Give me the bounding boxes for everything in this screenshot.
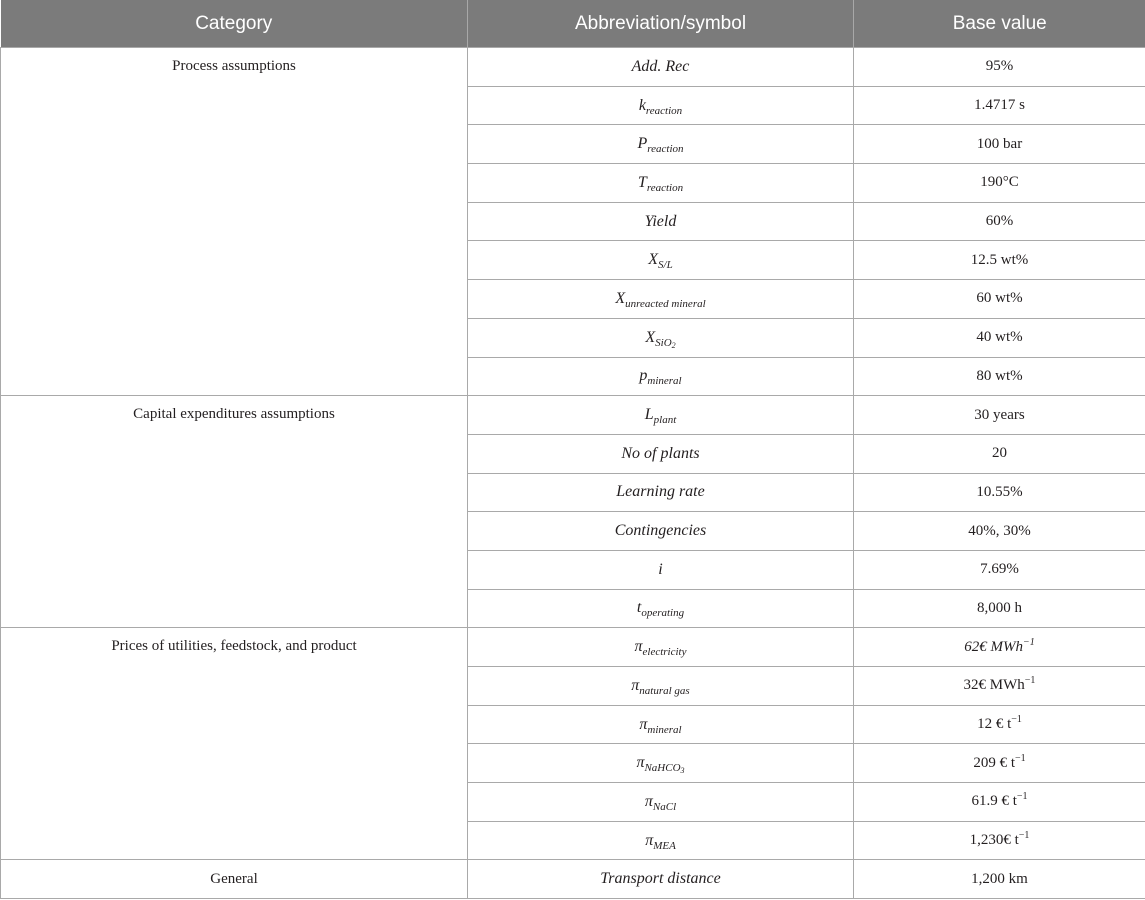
symbol-subscript: reaction xyxy=(646,181,684,194)
symbol-main: π xyxy=(644,792,653,810)
header-category: Category xyxy=(1,0,468,48)
symbol-main: i xyxy=(658,560,663,578)
table-row xyxy=(1,396,1145,435)
symbol-cell xyxy=(468,744,854,783)
symbol-cell xyxy=(468,48,854,87)
symbol-cell xyxy=(468,512,854,551)
symbol-main: X xyxy=(645,328,656,346)
value-cell xyxy=(854,705,1145,744)
symbol-main: Add. Rec xyxy=(631,57,690,75)
value-superscript: −1 xyxy=(1024,675,1036,687)
value-cell: 7.69% xyxy=(854,550,1145,589)
value-superscript: −1 xyxy=(1018,830,1030,842)
category-process: Process assumptions xyxy=(1,48,468,396)
category-capex: Capital expenditures assumptions xyxy=(1,396,468,628)
symbol-main: π xyxy=(631,676,640,694)
value-cell: 1.4717 s xyxy=(854,86,1145,125)
symbol-cell xyxy=(468,821,854,860)
value-cell: 12.5 wt% xyxy=(854,241,1145,280)
symbol-cell xyxy=(468,667,854,706)
value-cell xyxy=(854,821,1145,860)
value-cell: 60% xyxy=(854,202,1145,241)
symbol-cell xyxy=(468,434,854,473)
value-cell xyxy=(854,783,1145,822)
value-text: 1,230€ t xyxy=(969,832,1019,849)
symbol-main: L xyxy=(644,406,654,424)
symbol-main: No of plants xyxy=(621,444,700,462)
value-superscript: −1 xyxy=(1015,752,1026,764)
value-cell xyxy=(854,744,1145,783)
symbol-cell xyxy=(468,550,854,589)
symbol-subscript: plant xyxy=(653,414,677,427)
header-symbol: Abbreviation/symbol xyxy=(468,0,854,48)
symbol-cell xyxy=(468,164,854,203)
value-text: 32€ MWh xyxy=(963,677,1025,694)
symbol-subscript: mineral xyxy=(647,723,682,736)
symbol-main: X xyxy=(615,289,626,307)
value-cell: 190°C xyxy=(854,164,1145,203)
symbol-main: Learning rate xyxy=(616,483,705,501)
category-general: General xyxy=(1,860,468,899)
category-prices: Prices of utilities, feedstock, and product xyxy=(1,628,468,860)
symbol-cell xyxy=(468,202,854,241)
value-text: 62€ MWh xyxy=(964,638,1023,655)
symbol-subscript: operating xyxy=(641,607,685,620)
value-cell: 8,000 h xyxy=(854,589,1145,628)
symbol-cell xyxy=(468,589,854,628)
symbol-cell xyxy=(468,705,854,744)
value-text: 12 € t xyxy=(977,716,1012,733)
symbol-subscript: MEA xyxy=(653,839,676,852)
symbol-main: π xyxy=(645,831,654,849)
value-cell: 1,200 km xyxy=(854,860,1145,899)
symbol-main: k xyxy=(638,96,646,114)
symbol-subscript: natural gas xyxy=(639,684,690,697)
symbol-subscript: reaction xyxy=(645,104,683,117)
symbol-cell xyxy=(468,86,854,125)
value-cell xyxy=(854,667,1145,706)
symbol-main: T xyxy=(637,173,647,191)
value-cell: 20 xyxy=(854,434,1145,473)
value-cell: 80 wt% xyxy=(854,357,1145,396)
symbol-sub-subscript: 3 xyxy=(680,766,685,776)
symbol-cell xyxy=(468,318,854,357)
symbol-subscript: mineral xyxy=(647,375,682,388)
value-cell: 40%, 30% xyxy=(854,512,1145,551)
value-cell: 100 bar xyxy=(854,125,1145,164)
symbol-sub-subscript: 2 xyxy=(671,340,676,350)
symbol-cell xyxy=(468,241,854,280)
table-row xyxy=(1,48,1145,87)
value-cell xyxy=(854,628,1145,667)
value-cell: 95% xyxy=(854,48,1145,87)
value-text: 61.9 € t xyxy=(971,793,1017,810)
value-cell: 40 wt% xyxy=(854,318,1145,357)
symbol-cell xyxy=(468,473,854,512)
value-cell: 10.55% xyxy=(854,473,1145,512)
table-header-row xyxy=(1,0,1145,48)
value-cell: 30 years xyxy=(854,396,1145,435)
symbol-cell xyxy=(468,628,854,667)
symbol-subscript: SiO xyxy=(655,336,672,349)
symbol-main: Contingencies xyxy=(614,522,707,540)
value-superscript: −1 xyxy=(1023,636,1035,648)
symbol-main: P xyxy=(637,135,648,153)
symbol-main: X xyxy=(648,251,659,269)
value-text: 209 € t xyxy=(973,754,1016,771)
symbol-subscript: electricity xyxy=(642,646,687,659)
symbol-main: π xyxy=(634,638,643,656)
symbol-main: π xyxy=(639,715,648,733)
value-superscript: −1 xyxy=(1011,714,1022,726)
header-base-value: Base value xyxy=(854,0,1145,48)
symbol-main: π xyxy=(636,754,645,772)
symbol-main: p xyxy=(639,367,648,385)
symbol-main: Yield xyxy=(644,212,677,230)
symbol-cell xyxy=(468,357,854,396)
symbol-main: Transport distance xyxy=(600,870,721,888)
value-superscript: −1 xyxy=(1016,791,1028,803)
symbol-cell xyxy=(468,783,854,822)
symbol-cell xyxy=(468,860,854,899)
symbol-subscript: S/L xyxy=(658,259,673,272)
table-row xyxy=(1,860,1145,899)
symbol-subscript: NaCl xyxy=(652,800,677,813)
symbol-cell xyxy=(468,396,854,435)
symbol-subscript: NaHCO xyxy=(644,762,681,775)
value-cell: 60 wt% xyxy=(854,280,1145,319)
symbol-cell xyxy=(468,125,854,164)
table-row xyxy=(1,628,1145,667)
symbol-cell xyxy=(468,280,854,319)
symbol-main: t xyxy=(636,599,642,617)
symbol-subscript: reaction xyxy=(647,143,684,156)
symbol-subscript: unreacted mineral xyxy=(625,297,706,310)
